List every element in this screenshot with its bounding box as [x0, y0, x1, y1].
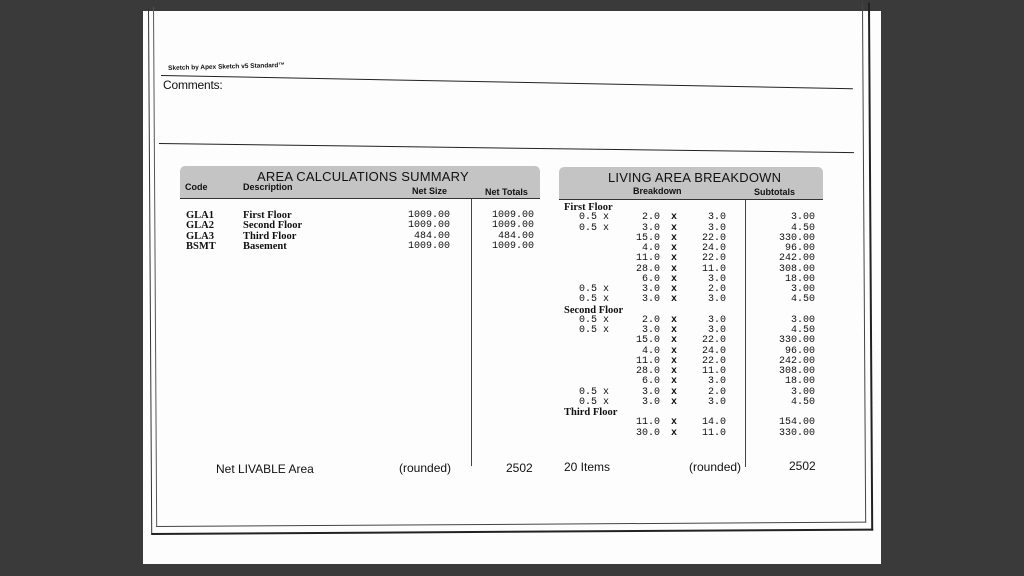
times-symbol: x: [671, 417, 678, 429]
dimension-b: 11.0: [701, 263, 726, 275]
dimension-b: 3.0: [707, 222, 726, 234]
subtotal: 96.00: [784, 243, 815, 254]
items-count: 20 Items: [564, 460, 611, 474]
section-label: Second Floor: [564, 304, 624, 316]
dimension-a: 15.0: [635, 232, 660, 244]
dimension-a: 11.0: [635, 253, 660, 265]
dimension-a: 3.0: [641, 396, 660, 408]
times-symbol: x: [671, 222, 678, 234]
dimension-a: 3.0: [641, 325, 660, 336]
row-description: Third Floor: [243, 230, 297, 242]
dimension-a: 11.0: [635, 355, 660, 367]
subtotal: 154.00: [778, 417, 815, 429]
dimension-b: 3.0: [707, 273, 726, 285]
subtotal: 330.00: [778, 427, 815, 439]
row-description: Basement: [243, 240, 287, 252]
row-net-total: 484.00: [497, 230, 534, 242]
row-code: BSMT: [186, 240, 216, 252]
subtotal: 308.00: [778, 263, 815, 275]
times-symbol: x: [671, 232, 678, 244]
dimension-b: 22.0: [701, 232, 726, 244]
dimension-a: 30.0: [635, 427, 660, 439]
subtotal: 18.00: [784, 376, 815, 388]
living-breakdown-panel: [559, 167, 825, 474]
column-header-net-totals: Net Totals: [485, 187, 528, 197]
dimension-b: 14.0: [701, 417, 726, 429]
times-symbol: x: [671, 253, 678, 265]
subtotal: 308.00: [778, 366, 815, 377]
dimension-a: 2.0: [641, 212, 660, 224]
subtotal: 242.00: [778, 355, 815, 367]
area-summary-panel: [180, 166, 542, 476]
net-livable-label: Net LIVABLE Area: [216, 462, 314, 476]
times-symbol: x: [671, 386, 678, 398]
times-symbol: x: [671, 284, 678, 295]
dimension-b: 3.0: [707, 212, 726, 224]
column-divider: [471, 199, 472, 466]
subtotal: 96.00: [784, 345, 815, 357]
times-symbol: x: [671, 335, 678, 347]
software-credit: Sketch by Apex Sketch v5 Standard™: [168, 61, 285, 72]
dimension-b: 3.0: [707, 294, 726, 306]
factor: 0.5 x: [579, 325, 610, 336]
dimension-a: 6.0: [641, 273, 660, 285]
row-net-total: 1009.00: [491, 240, 534, 252]
dimension-b: 24.0: [701, 243, 726, 254]
times-symbol: x: [671, 396, 678, 408]
dimension-b: 22.0: [701, 253, 726, 265]
net-livable-total: 2502: [506, 461, 533, 475]
column-header-code: Code: [185, 182, 208, 192]
dimension-b: 11.0: [701, 366, 726, 377]
column-header-net-size: Net Size: [412, 186, 448, 196]
dimension-a: 4.0: [641, 345, 660, 357]
dimension-a: 3.0: [641, 294, 660, 306]
column-divider: [745, 200, 746, 467]
subtotal: 4.50: [790, 222, 815, 234]
dimension-b: 24.0: [701, 345, 726, 357]
subtotal: 18.00: [784, 273, 815, 285]
dimension-a: 3.0: [641, 222, 660, 234]
dimension-b: 3.0: [707, 325, 726, 336]
subtotal: 242.00: [778, 253, 815, 265]
times-symbol: x: [671, 243, 678, 254]
subtotal: 3.00: [790, 284, 815, 295]
comments-label: Comments:: [163, 78, 223, 92]
times-symbol: x: [671, 376, 678, 388]
times-symbol: x: [671, 427, 678, 439]
times-symbol: x: [671, 345, 678, 357]
times-symbol: x: [671, 325, 678, 336]
dimension-a: 3.0: [641, 386, 660, 398]
factor: 0.5 x: [579, 222, 610, 234]
row-net-size: 1009.00: [407, 220, 450, 232]
dimension-a: 2.0: [641, 314, 660, 326]
row-code: GLA1: [186, 210, 215, 221]
row-net-total: 1009.00: [491, 210, 534, 221]
subtotal: 3.00: [790, 386, 815, 398]
dimension-b: 22.0: [701, 335, 726, 347]
subtotal: 3.00: [790, 314, 815, 326]
breakdown-rounded: (rounded): [689, 460, 742, 474]
subtotal: 330.00: [778, 232, 815, 244]
column-header-subtotals: Subtotals: [754, 187, 796, 197]
factor: 0.5 x: [579, 386, 610, 398]
row-net-size: 484.00: [413, 230, 450, 242]
factor: 0.5 x: [579, 396, 610, 408]
subtotal: 4.50: [790, 325, 815, 336]
dimension-a: 11.0: [635, 417, 660, 429]
times-symbol: x: [671, 212, 678, 224]
row-net-size: 1009.00: [407, 210, 450, 221]
times-symbol: x: [671, 294, 678, 306]
times-symbol: x: [671, 314, 678, 326]
column-header-breakdown: Breakdown: [633, 186, 682, 196]
section-label: Third Floor: [564, 407, 618, 418]
row-code: GLA2: [186, 220, 215, 232]
dimension-a: 3.0: [641, 284, 660, 295]
dimension-b: 2.0: [707, 284, 726, 295]
dimension-b: 22.0: [701, 355, 726, 367]
factor: 0.5 x: [579, 294, 610, 306]
times-symbol: x: [671, 263, 678, 275]
dimension-b: 3.0: [707, 396, 726, 408]
subtotal: 3.00: [790, 212, 815, 224]
dimension-a: 28.0: [635, 366, 660, 377]
times-symbol: x: [671, 355, 678, 367]
row-description: First Floor: [243, 210, 292, 221]
subtotal: 330.00: [778, 335, 815, 347]
dimension-b: 3.0: [707, 314, 726, 326]
factor: 0.5 x: [579, 212, 610, 224]
row-description: Second Floor: [243, 220, 303, 232]
section-label: First Floor: [564, 202, 613, 213]
dimension-b: 11.0: [701, 427, 726, 439]
breakdown-total: 2502: [789, 459, 816, 473]
factor: 0.5 x: [579, 314, 610, 326]
document-page: [143, 11, 881, 564]
row-net-total: 1009.00: [491, 220, 534, 232]
area-summary-title: AREA CALCULATIONS SUMMARY: [257, 169, 469, 184]
column-header-description: Description: [243, 182, 293, 192]
times-symbol: x: [671, 366, 678, 377]
factor: 0.5 x: [579, 284, 610, 295]
dimension-a: 15.0: [635, 335, 660, 347]
subtotal: 4.50: [790, 294, 815, 306]
dimension-a: 4.0: [641, 243, 660, 254]
net-livable-rounded: (rounded): [399, 461, 452, 475]
dimension-a: 6.0: [641, 376, 660, 388]
dimension-b: 2.0: [707, 386, 726, 398]
row-net-size: 1009.00: [407, 240, 450, 252]
living-breakdown-title: LIVING AREA BREAKDOWN: [608, 170, 782, 185]
dimension-a: 28.0: [635, 263, 660, 275]
subtotal: 4.50: [790, 396, 815, 408]
times-symbol: x: [671, 273, 678, 285]
row-code: GLA3: [186, 230, 215, 242]
dimension-b: 3.0: [707, 376, 726, 388]
